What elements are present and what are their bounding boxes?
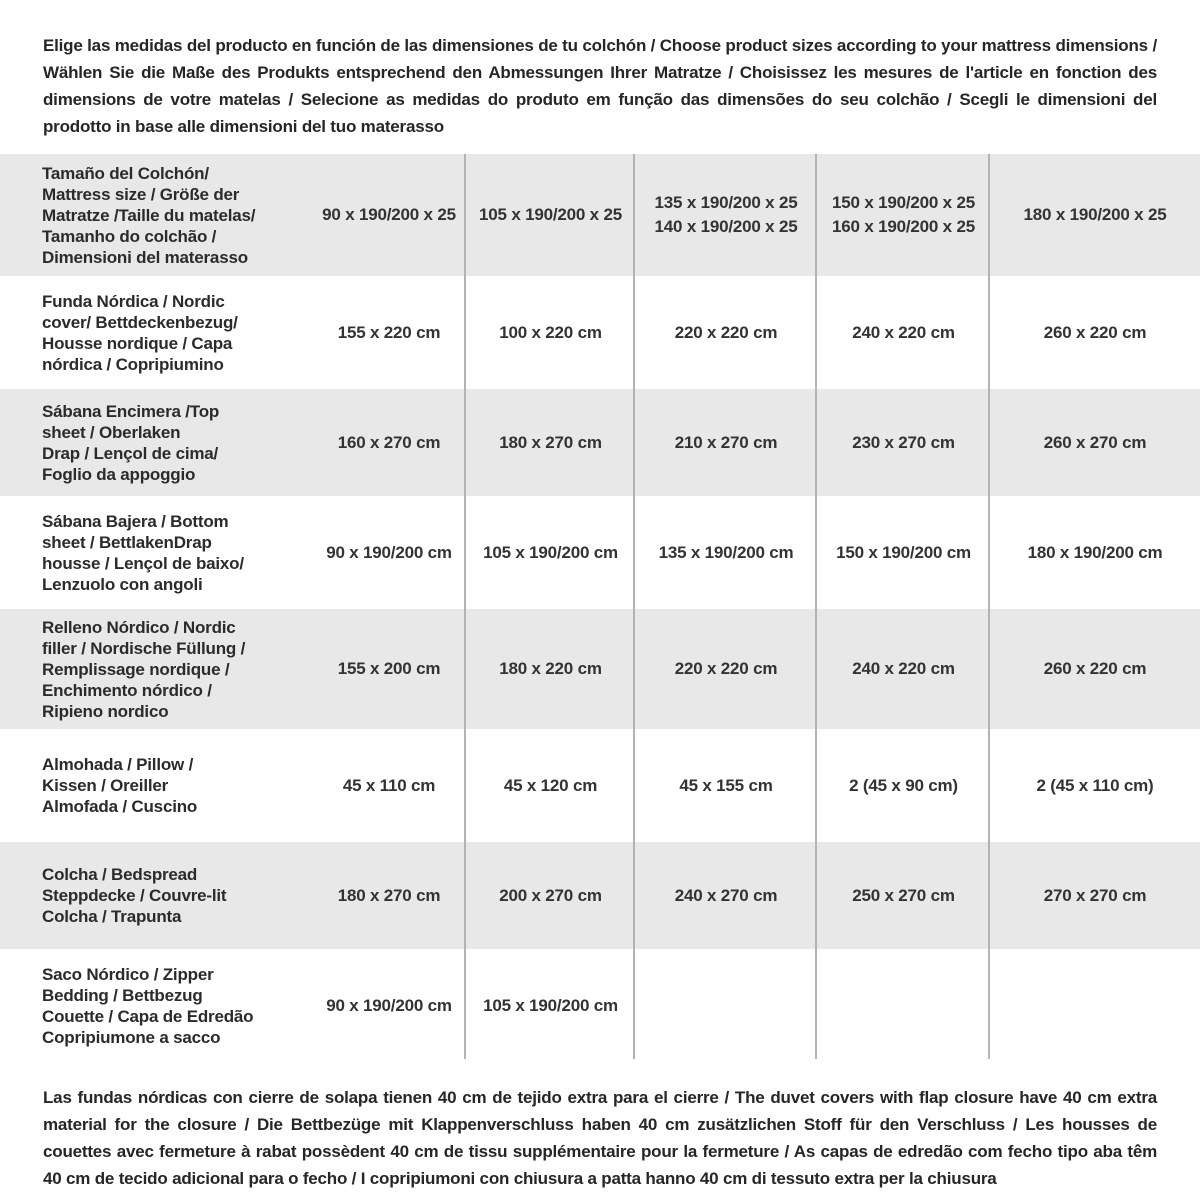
size-cell: 230 x 270 cm bbox=[817, 389, 990, 496]
size-cell: 135 x 190/200 cm bbox=[635, 499, 817, 606]
size-cell: 260 x 270 cm bbox=[990, 389, 1200, 496]
size-cell: 155 x 220 cm bbox=[312, 279, 466, 386]
size-cell: 2 (45 x 110 cm) bbox=[990, 732, 1200, 839]
table-row-pillow bbox=[0, 732, 1200, 839]
size-cell: 150 x 190/200 cm bbox=[817, 499, 990, 606]
size-cell: 240 x 220 cm bbox=[817, 279, 990, 386]
size-cell: 45 x 120 cm bbox=[466, 732, 635, 839]
size-cell: 220 x 220 cm bbox=[635, 279, 817, 386]
size-cell: 260 x 220 cm bbox=[990, 609, 1200, 729]
size-cell: 180 x 270 cm bbox=[312, 842, 466, 949]
size-table bbox=[0, 151, 1200, 1062]
footnote-text: Las fundas nórdicas con cierre de solapa tienen 40 cm de tejido extra para el cierre / The duvet covers with flap closure have 40 cm extra material for the closure / Die Bettbezüge mit Klappenverschluss haben 40 cm zusätzlichen Stoff für den Verschluss / Les housses de couettes avec fermeture à rabat possèdent 40 cm de tissu supplémentaire pour la fermeture / As capas de edredão com fecho tipo aba têm 40 cm de tecido adicional para o fecho / I copripiumoni con chiusura a patta hanno 40 cm di tessuto extra per la chiusura bbox=[43, 1088, 1157, 1188]
size-cell: 240 x 220 cm bbox=[817, 609, 990, 729]
row-label: Tamaño del Colchón/ Mattress size / Größe der Matratze /Taille du matelas/ Tamanho do colchão / Dimensioni del materasso bbox=[0, 154, 312, 276]
column-divider bbox=[815, 154, 817, 1059]
size-cell: 45 x 110 cm bbox=[312, 732, 466, 839]
size-cell: 45 x 155 cm bbox=[635, 732, 817, 839]
table-row-zipper-bedding bbox=[0, 952, 1200, 1059]
row-label: Colcha / Bedspread Steppdecke / Couvre-lit Colcha / Trapunta bbox=[0, 842, 312, 949]
column-divider bbox=[464, 154, 466, 1059]
row-label: Funda Nórdica / Nordic cover/ Bettdeckenbezug/ Housse nordique / Capa nórdica / Copripiumino bbox=[0, 279, 312, 386]
size-cell: 270 x 270 cm bbox=[990, 842, 1200, 949]
size-cell: 210 x 270 cm bbox=[635, 389, 817, 496]
size-cell: 90 x 190/200 cm bbox=[312, 952, 466, 1059]
table-row-nordic-cover bbox=[0, 279, 1200, 386]
row-label: Almohada / Pillow / Kissen / Oreiller Almofada / Cuscino bbox=[0, 732, 312, 839]
size-cell: 155 x 200 cm bbox=[312, 609, 466, 729]
size-cell: 220 x 220 cm bbox=[635, 609, 817, 729]
table-row-mattress-size-header bbox=[0, 154, 1200, 276]
table-row-nordic-filler bbox=[0, 609, 1200, 729]
size-cell: 90 x 190/200 x 25 bbox=[312, 154, 466, 276]
size-cell bbox=[817, 952, 990, 1059]
size-cell: 2 (45 x 90 cm) bbox=[817, 732, 990, 839]
size-cell: 105 x 190/200 x 25 bbox=[466, 154, 635, 276]
size-cell: 200 x 270 cm bbox=[466, 842, 635, 949]
row-label: Sábana Bajera / Bottom sheet / BettlakenDrap housse / Lençol de baixo/ Lenzuolo con angoli bbox=[0, 499, 312, 606]
size-cell: 180 x 190/200 x 25 bbox=[990, 154, 1200, 276]
size-cell: 150 x 190/200 x 25 160 x 190/200 x 25 bbox=[817, 154, 990, 276]
size-cell: 135 x 190/200 x 25 140 x 190/200 x 25 bbox=[635, 154, 817, 276]
size-cell: 260 x 220 cm bbox=[990, 279, 1200, 386]
table-row-bedspread bbox=[0, 842, 1200, 949]
size-cell: 180 x 220 cm bbox=[466, 609, 635, 729]
size-cell bbox=[635, 952, 817, 1059]
size-table-grid bbox=[0, 151, 1200, 1062]
size-cell: 105 x 190/200 cm bbox=[466, 952, 635, 1059]
size-table-body bbox=[0, 154, 1200, 1059]
size-cell: 100 x 220 cm bbox=[466, 279, 635, 386]
table-row-bottom-sheet bbox=[0, 499, 1200, 606]
size-cell: 180 x 270 cm bbox=[466, 389, 635, 496]
size-cell: 90 x 190/200 cm bbox=[312, 499, 466, 606]
intro-text: Elige las medidas del producto en función de las dimensiones de tu colchón / Choose product sizes according to your mattress dimensions / Wählen Sie die Maße des Produkts entsprechend den Abmessungen Ihrer Matratze / Choisissez les mesures de l'article en fonction des dimensions de votre matelas / Selecione as medidas do produto em função das dimensões do seu colchão / Scegli le dimensioni del prodotto in base alle dimensioni del tuo materasso bbox=[43, 36, 1157, 136]
table-row-top-sheet bbox=[0, 389, 1200, 496]
size-cell: 240 x 270 cm bbox=[635, 842, 817, 949]
size-cell: 250 x 270 cm bbox=[817, 842, 990, 949]
row-label: Saco Nórdico / Zipper Bedding / Bettbezug Couette / Capa de Edredão Copripiumone a sacco bbox=[0, 952, 312, 1059]
size-cell bbox=[990, 952, 1200, 1059]
size-cell: 105 x 190/200 cm bbox=[466, 499, 635, 606]
column-divider bbox=[633, 154, 635, 1059]
row-label: Sábana Encimera /Top sheet / Oberlaken Drap / Lençol de cima/ Foglio da appoggio bbox=[0, 389, 312, 496]
row-label: Relleno Nórdico / Nordic filler / Nordische Füllung / Remplissage nordique / Enchimento nórdico / Ripieno nordico bbox=[0, 609, 312, 729]
size-cell: 180 x 190/200 cm bbox=[990, 499, 1200, 606]
column-divider bbox=[988, 154, 990, 1059]
size-cell: 160 x 270 cm bbox=[312, 389, 466, 496]
